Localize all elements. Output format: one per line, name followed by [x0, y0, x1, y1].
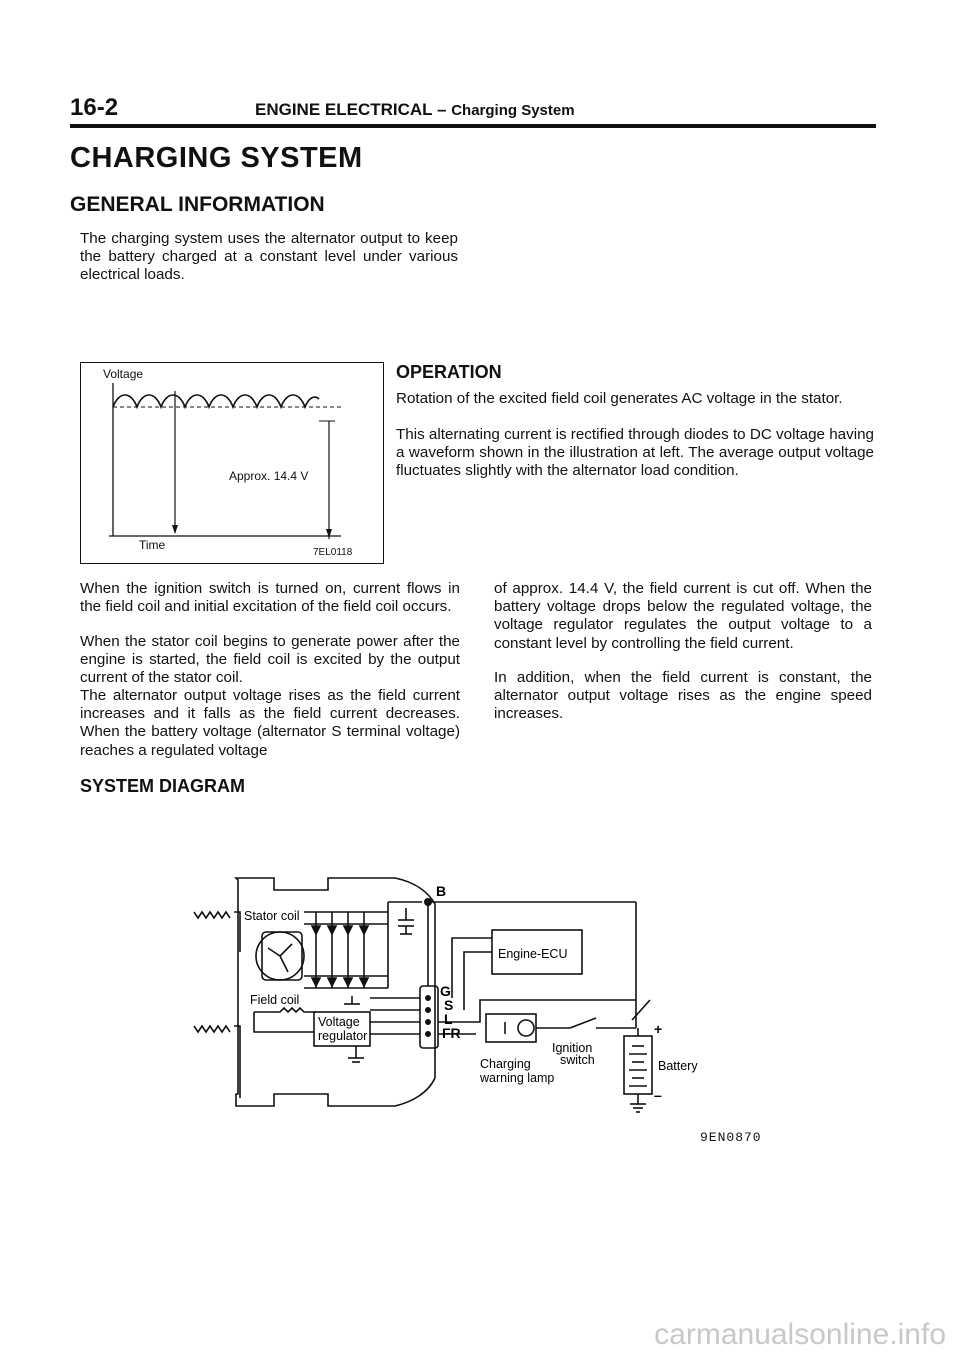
- system-diagram: [180, 868, 710, 1118]
- operation-heading: OPERATION: [396, 362, 502, 382]
- operation-text-2: This alternating current is rectified through diodes to DC voltage having a waveform shown in the illustration at left. The average output voltage fluctuates slightly with the alternator load condition.: [396, 426, 874, 480]
- charging-lamp-label-1: Charging: [480, 1057, 531, 1071]
- body-right-paragraph-1: of approx. 14.4 V, the field current is cut off. When the battery voltage drops below the regulated voltage, the voltage regulator regulates the output voltage to a constant level by controlling the field current.: [494, 580, 872, 652]
- header-rule: [70, 124, 876, 128]
- terminal-g-label: G: [440, 983, 451, 999]
- diagram-code: 9EN0870: [700, 1130, 762, 1145]
- system-diagram-heading: SYSTEM DIAGRAM: [80, 776, 246, 796]
- terminal-s-label: S: [444, 997, 454, 1013]
- stator-coil-label: Stator coil: [244, 909, 300, 923]
- waveform-graphic: [79, 361, 383, 563]
- terminal-fr-label: FR: [442, 1025, 461, 1041]
- header-section: ENGINE ELECTRICAL: [255, 100, 433, 119]
- body-right-paragraph-2: In addition, when the field current is constant, the alternator output voltage rises as the engine speed increases.: [494, 669, 872, 723]
- waveform-figure: [80, 362, 384, 564]
- figure-code: 7EL0118: [313, 547, 353, 558]
- watermark: carmanualsonline.info: [654, 1318, 946, 1351]
- body-left-paragraph-1: When the ignition switch is turned on, current flows in the field coil and initial excitation of the field coil occurs.: [80, 580, 460, 616]
- voltage-regulator-label-1: Voltage: [318, 1015, 360, 1029]
- general-information-text: The charging system uses the alternator output to keep the battery charged at a constant level under various electrical loads.: [80, 230, 458, 284]
- operation-text-1: Rotation of the excited field coil generates AC voltage in the stator.: [396, 390, 843, 407]
- ignition-switch-label-2: switch: [560, 1053, 595, 1067]
- charging-lamp-label-2: warning lamp: [480, 1071, 555, 1085]
- header-dash: –: [437, 100, 447, 119]
- running-header: [255, 100, 575, 120]
- voltage-axis-label: Voltage: [103, 367, 144, 381]
- engine-ecu-label: Engine-ECU: [498, 947, 568, 961]
- battery-minus-label: –: [654, 1087, 662, 1103]
- battery-plus-label: +: [654, 1021, 663, 1037]
- terminal-b-label: B: [436, 883, 447, 899]
- time-axis-label: Time: [139, 538, 166, 552]
- body-left-paragraph-3: The alternator output voltage rises as the field current increases and it falls as the field current decreases. When the battery voltage (alternator S terminal voltage) reaches a regulated voltage: [80, 687, 460, 759]
- battery-label: Battery: [658, 1059, 698, 1073]
- body-left-paragraph-2: When the stator coil begins to generate power after the engine is started, the field coil is excited by the output current of the stator coil.: [80, 633, 460, 687]
- voltage-annotation: Approx. 14.4 V: [229, 469, 309, 483]
- page-number: 16-2: [70, 94, 119, 121]
- terminal-l-label: L: [444, 1011, 453, 1027]
- page-title: CHARGING SYSTEM: [70, 142, 363, 174]
- field-coil-label: Field coil: [250, 993, 300, 1007]
- voltage-regulator-label-2: regulator: [318, 1029, 368, 1043]
- header-subsection: Charging System: [451, 102, 575, 119]
- general-information-heading: GENERAL INFORMATION: [70, 193, 325, 216]
- ignition-switch-label-1: Ignition: [552, 1041, 593, 1055]
